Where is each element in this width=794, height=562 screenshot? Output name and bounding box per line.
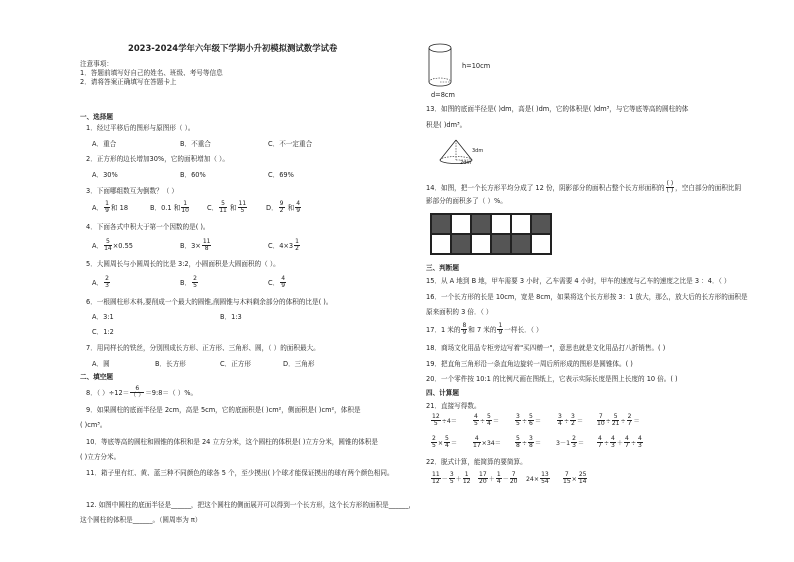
- option: A．圆: [92, 360, 110, 368]
- option: C．69%: [268, 171, 294, 179]
- section-heading: 三、判断题: [426, 264, 459, 272]
- grid-cell: [511, 214, 531, 234]
- grid-cell-shaded: [431, 214, 451, 234]
- cone-radius-label: 2dm: [460, 160, 472, 166]
- question-15: 15．从 A 地到 B 地，甲车需要 3 小时，乙车需要 4 小时，甲车的速度与乙车的速度之比是 3 ：4．（ ）: [426, 277, 731, 285]
- calc-item: $\frac{4}{17}$ ×34＝: [473, 435, 501, 450]
- question-8: 8．（ ）÷12＝ $\frac{6}{( )}$ ＝9:8＝（ ）%。: [86, 385, 198, 400]
- question-13: 13．如图的底面半径是( )dm，高是( )dm，它的体积是( )dm³，与它等底等高的圆柱的体: [426, 105, 689, 113]
- question-9-cont: ( )cm³。: [80, 421, 107, 429]
- calc-item: $\frac{12}{5}$ ÷4＝: [432, 413, 457, 428]
- question-2: 2．正方形的边长增加30%，它的面积增加（ ）。: [86, 155, 229, 163]
- question-4: 4．下面各式中积大于第一个因数的是( )。: [86, 223, 210, 231]
- option: A． $\frac{1}{9}$ 和 18: [92, 200, 129, 215]
- cone-height-label: 3dm: [472, 148, 484, 154]
- option: C． $\frac{5}{11}$ 和 $\frac{11}{5}$: [207, 200, 247, 215]
- option: B． $\frac{2}{5}$: [180, 275, 197, 290]
- option: B．不重合: [180, 140, 211, 148]
- note-item: 1．答题前填写好自己的姓名、班级、考号等信息: [80, 69, 223, 77]
- option: C．正方形: [220, 360, 251, 368]
- question-3: 3．下面哪组数互为倒数？（ ）: [86, 187, 179, 195]
- question-6: 6．一根圆柱形木料,要削成一个最大的圆锥,削圆锥与木料剩余部分的体积的比是( )。: [86, 298, 333, 306]
- section-heading: 二、填空题: [80, 373, 113, 381]
- question-16: 16．一个长方形的长是 10cm，宽是 8cm，如果将这个长方形按 3：1 放大，那么，放大后的长方形的面积是: [426, 293, 748, 301]
- question-13-cont: 积是( )dm³。: [426, 121, 467, 129]
- note-item: 2．请将答案正确填写在答题卡上: [80, 78, 177, 86]
- option: C．1:2: [92, 328, 114, 336]
- calc-item: $\frac{7}{10}$ ÷ $\frac{5}{21}$ ÷ $\frac{2}{7}$ ＝: [597, 413, 640, 428]
- cylinder-figure: [426, 40, 466, 92]
- question-14-cont: 影部分的面积多了（ ）%。: [426, 197, 507, 205]
- option: A． $\frac{2}{3}$: [92, 275, 109, 290]
- grid-cell: [531, 234, 551, 254]
- question-11: 11．箱子里有红、黄、蓝三种不同颜色的球各 5 个，至少摸出( )个球才能保证摸出的球有两个颜色相同。: [86, 469, 394, 477]
- calc-item: $\frac{7}{15}$ × $\frac{25}{14}$: [563, 471, 587, 486]
- calc-item: $\frac{4}{7}$ ÷ $\frac{4}{3}$ ＋ $\frac{4}{7}$ ÷ $\frac{4}{3}$: [598, 435, 642, 450]
- calc-item: $\frac{17}{20}$ ＋ $\frac{1}{4}$ － $\frac{7}{20}$: [479, 471, 518, 486]
- question-7: 7．用同样长的铁丝，分别围成长方形、正方形、三角形、圆，（ ）的面积最大。: [86, 344, 320, 352]
- grid-cell: [471, 234, 491, 254]
- page-title: 2023-2024学年六年级下学期小升初模拟测试数学试卷: [128, 43, 338, 53]
- grid-cell-shaded: [451, 234, 471, 254]
- calc-item: $\frac{5}{8}$ ÷ $\frac{3}{8}$ ＝: [516, 435, 542, 450]
- question-17: 17．1 米的 $\frac{8}{9}$ 和 7 米的 $\frac{1}{9}$ 一样长．（ ）: [426, 322, 543, 337]
- question-18: 18．商场文化用品专柜旁边写着"买四赠一"，意思也就是文化用品打八折销售。( ): [426, 344, 666, 352]
- calc-item: 24× $\frac{13}{54}$: [526, 471, 549, 486]
- option: C．不一定重合: [268, 140, 313, 148]
- cylinder-height-label: h=10cm: [462, 62, 491, 70]
- option: A．重合: [92, 140, 117, 148]
- grid-cell-shaded: [471, 214, 491, 234]
- question-22: 22．脱式计算，能简算的要简算。: [426, 458, 527, 466]
- shaded-rectangle-grid: [430, 213, 552, 255]
- grid-cell: [491, 214, 511, 234]
- section-heading: 四、计算题: [426, 389, 459, 397]
- notes-heading: 注意事项：: [80, 60, 113, 68]
- question-1: 1．经过平移后的图形与原图形（ ）。: [86, 124, 195, 132]
- question-14: 14．如图，把一个长方形平均分成了 12 份，阴影部分的面积占整个长方形面积的 $\frac{( )}{( )}$ ，空白部分的面积比阴: [426, 180, 742, 195]
- question-12-cont: 这个圆柱的体积是______。（圆周率为 π）: [80, 516, 202, 524]
- option: B．长方形: [155, 360, 186, 368]
- option: C． $\frac{4}{9}$: [268, 275, 286, 290]
- option: D． $\frac{9}{2}$ 和 $\frac{4}{9}$: [266, 200, 301, 215]
- option: B．0.1 和 $\frac{1}{10}$: [150, 200, 189, 215]
- question-21: 21．直接写得数。: [426, 402, 481, 410]
- option: B．3× $\frac{11}{8}$: [180, 238, 211, 253]
- question-9: 9．如果圆柱的底面半径是 2cm，高是 5cm，它的底面积是( )cm²，侧面积是( )cm²，体积是: [86, 406, 361, 414]
- section-heading: 一、选择题: [80, 113, 113, 121]
- question-12: 12. 如图中圆柱的底面半径是______，把这个圆柱的侧面展开可以得到一个长方形，这个长方形的面积是______，: [86, 501, 416, 509]
- grid-cell: [451, 214, 471, 234]
- option: A． $\frac{5}{14}$ ×0.55: [92, 238, 133, 253]
- option: B．1:3: [220, 313, 242, 321]
- question-10: 10．等底等高的圆柱和圆锥的体积和是 24 立方分米，这个圆柱的体积是( )立方分米，圆锥的体积是: [86, 438, 378, 446]
- option: D．三角形: [283, 360, 315, 368]
- option: B．60%: [180, 171, 206, 179]
- calc-item: $\frac{3}{5}$ ÷ $\frac{5}{6}$ ＝: [516, 413, 542, 428]
- calc-item: 3－1 $\frac{2}{3}$ ＝: [556, 435, 585, 450]
- option: C．4×3 $\frac{1}{2}$: [268, 238, 299, 253]
- question-19: 19．把直角三角形沿一条直角边旋转一周后所形成的图形是圆锥体。( ): [426, 360, 633, 368]
- cylinder-diameter-label: d=8cm: [431, 91, 455, 99]
- calc-item: $\frac{3}{4}$ ÷ $\frac{3}{2}$ ＝: [558, 413, 584, 428]
- calc-item: $\frac{2}{5}$ × $\frac{5}{4}$ ＝: [432, 435, 458, 450]
- calc-item: $\frac{11}{12}$ － $\frac{3}{5}$ ＋ $\frac{1}{12}$: [432, 471, 471, 486]
- question-10-cont: ( )立方分米。: [80, 453, 121, 461]
- question-20: 20．一个零件按 10:1 的比例尺画在图纸上，它表示实际长度是图上长度的 10 倍。( ): [426, 375, 678, 383]
- option: A．3:1: [92, 313, 114, 321]
- grid-cell-shaded: [531, 214, 551, 234]
- question-5: 5．大圆周长与小圆周长的比是 3:2，小圆面积是大圆面积的（ ）。: [86, 260, 280, 268]
- question-16-cont: 原来面积的 3 倍．（ ）: [426, 308, 493, 316]
- grid-cell: [431, 234, 451, 254]
- grid-cell-shaded: [491, 234, 511, 254]
- grid-cell-shaded: [511, 234, 531, 254]
- option: A．30%: [92, 171, 118, 179]
- calc-item: $\frac{4}{5}$ ÷ $\frac{5}{4}$ ＝: [474, 413, 500, 428]
